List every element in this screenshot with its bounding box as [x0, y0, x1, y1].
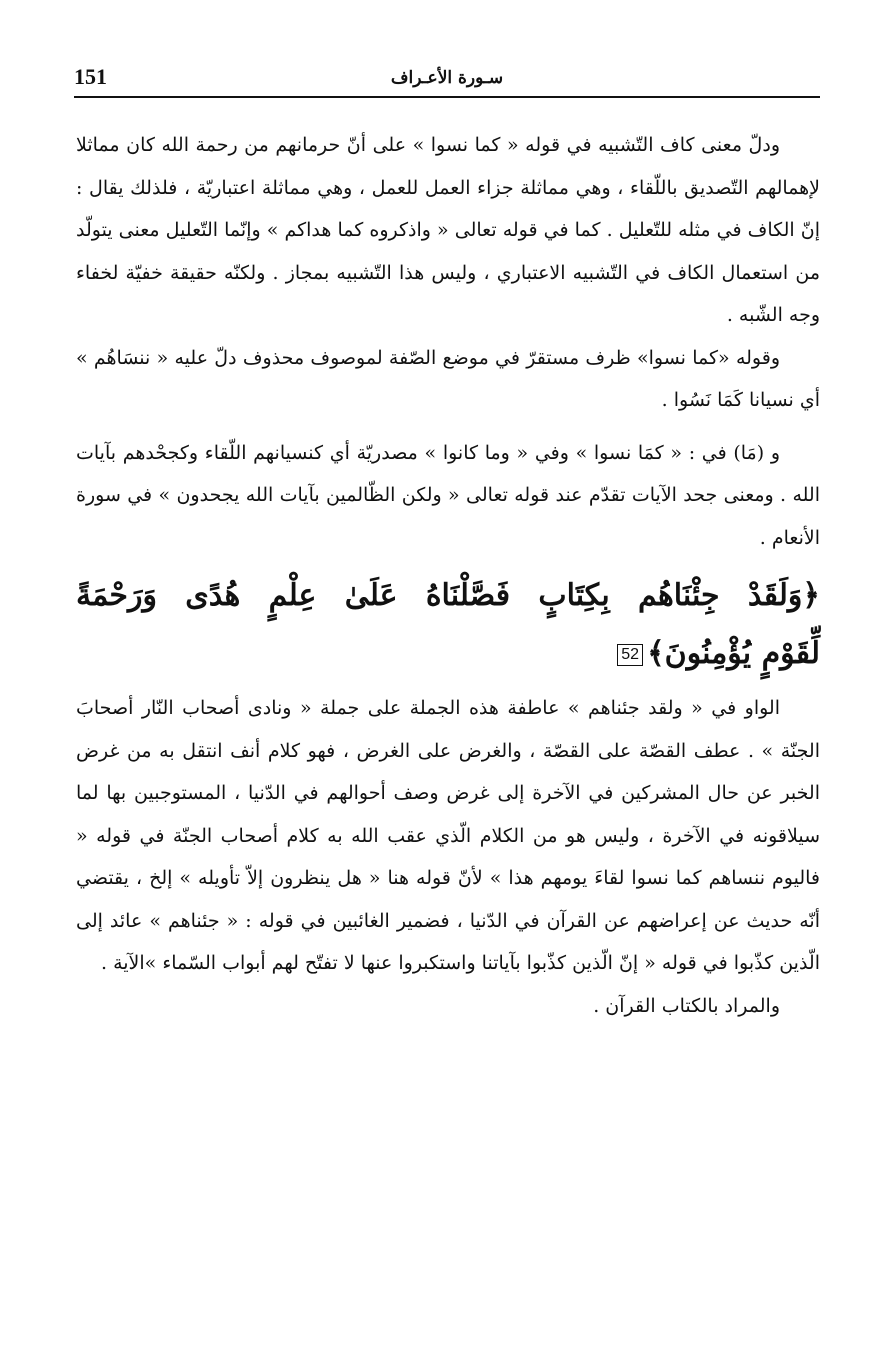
verse-line-2	[76, 625, 820, 683]
verse-number: 52	[617, 644, 643, 666]
verse-close-bracket: ﴾	[647, 636, 665, 671]
verse-line-1	[76, 567, 820, 625]
paragraph-ma-masdariyya: و (مَا) في : « كمَا نسوا » وفي « وما كانوا » مصدريّة أي كنسيانهم اللّقاء وكجحْدهم بآيات الله . ومعنى جحد الآيات تقدّم عند قوله تعالى « ولكن الظّالمين بآيات الله يجحدون » في سورة الأنعام .	[76, 441, 820, 549]
page-header	[74, 62, 820, 98]
page-number: 151	[74, 64, 107, 89]
quran-verse	[76, 567, 820, 683]
paragraph-waw-atf: الواو في « ولقد جئناهم » عاطفة هذه الجملة على جملة « ونادى أصحاب النّار أصحابَ الجنّة » . عطف القصّة على القصّة ، والغرض على الغرض ، فهو كلام أنف انتقل به من غرض الخبر عن حال المشركين في الآخرة إلى غرض وصف أحوالهم في الدّنيا ، المستوجبين بها لما سيلاقونه في الآخرة ، وليس هو من الكلام الّذي عقب الله به كلام أصحاب الجنّة في قوله « فاليوم ننساهم كما نسوا لقاءَ يومهم هذا » لأنّ قوله هنا « هل ينظرون إلاّ تأويله » إلخ ، يقتضي أنّه حديث عن إعراضهم عن القرآن في الدّنيا ، فضمير الغائبين في قوله : « جئناهم » عائد إلى الّذين كذّبوا في قوله « إنّ الّذين كذّبوا بآياتنا واستكبروا عنها لا تفتّح لهم أبواب السّماء »الآية .	[76, 697, 820, 974]
verse-open-bracket: ﴿	[802, 578, 820, 613]
surah-title: سـورة الأعـراف	[390, 68, 504, 88]
verse-text-line-1: وَلَقَدْ جِئْنَاهُم بِكِتَابٍ فَصَّلْنَاهُ عَلَىٰ عِلْمٍ هُدًى وَرَحْمَةً	[76, 578, 803, 613]
header-rule	[74, 96, 820, 98]
paragraph-tashbih-kaf: ودلّ معنى كاف التّشبيه في قوله « كما نسوا » على أنّ حرمانهم من رحمة الله كان مماثلا لإهمالهم التّصديق باللّقاء ، وهي مماثلة جزاء العمل للعمل ، وهي مماثلة اعتباريّة ، فلذلك يقال : إنّ الكاف في مثله للتّعليل . كما في قوله تعالى « واذكروه كما هداكم » وإنّما التّعليل معنى يتولّد من استعمال الكاف في التّشبيه الاعتباري ، وليس هذا التّشبيه بمجاز . ولكنّه حقيقة خفيّة لخفاء وجه الشّبه .	[76, 134, 820, 326]
verse-text-line-2: لِّقَوْمٍ يُؤْمِنُونَ	[664, 636, 820, 671]
paragraph-kama-nasu: وقوله «كما نسوا» ظرف مستقرّ في موضع الصّفة لموصوف محذوف دلّ عليه « ننسَاهُم » أي نسيانا كَمَا نَسُوا .	[76, 346, 820, 411]
page-body	[76, 124, 820, 1027]
paragraph-al-kitab: والمراد بالكتاب القرآن .	[593, 994, 780, 1017]
